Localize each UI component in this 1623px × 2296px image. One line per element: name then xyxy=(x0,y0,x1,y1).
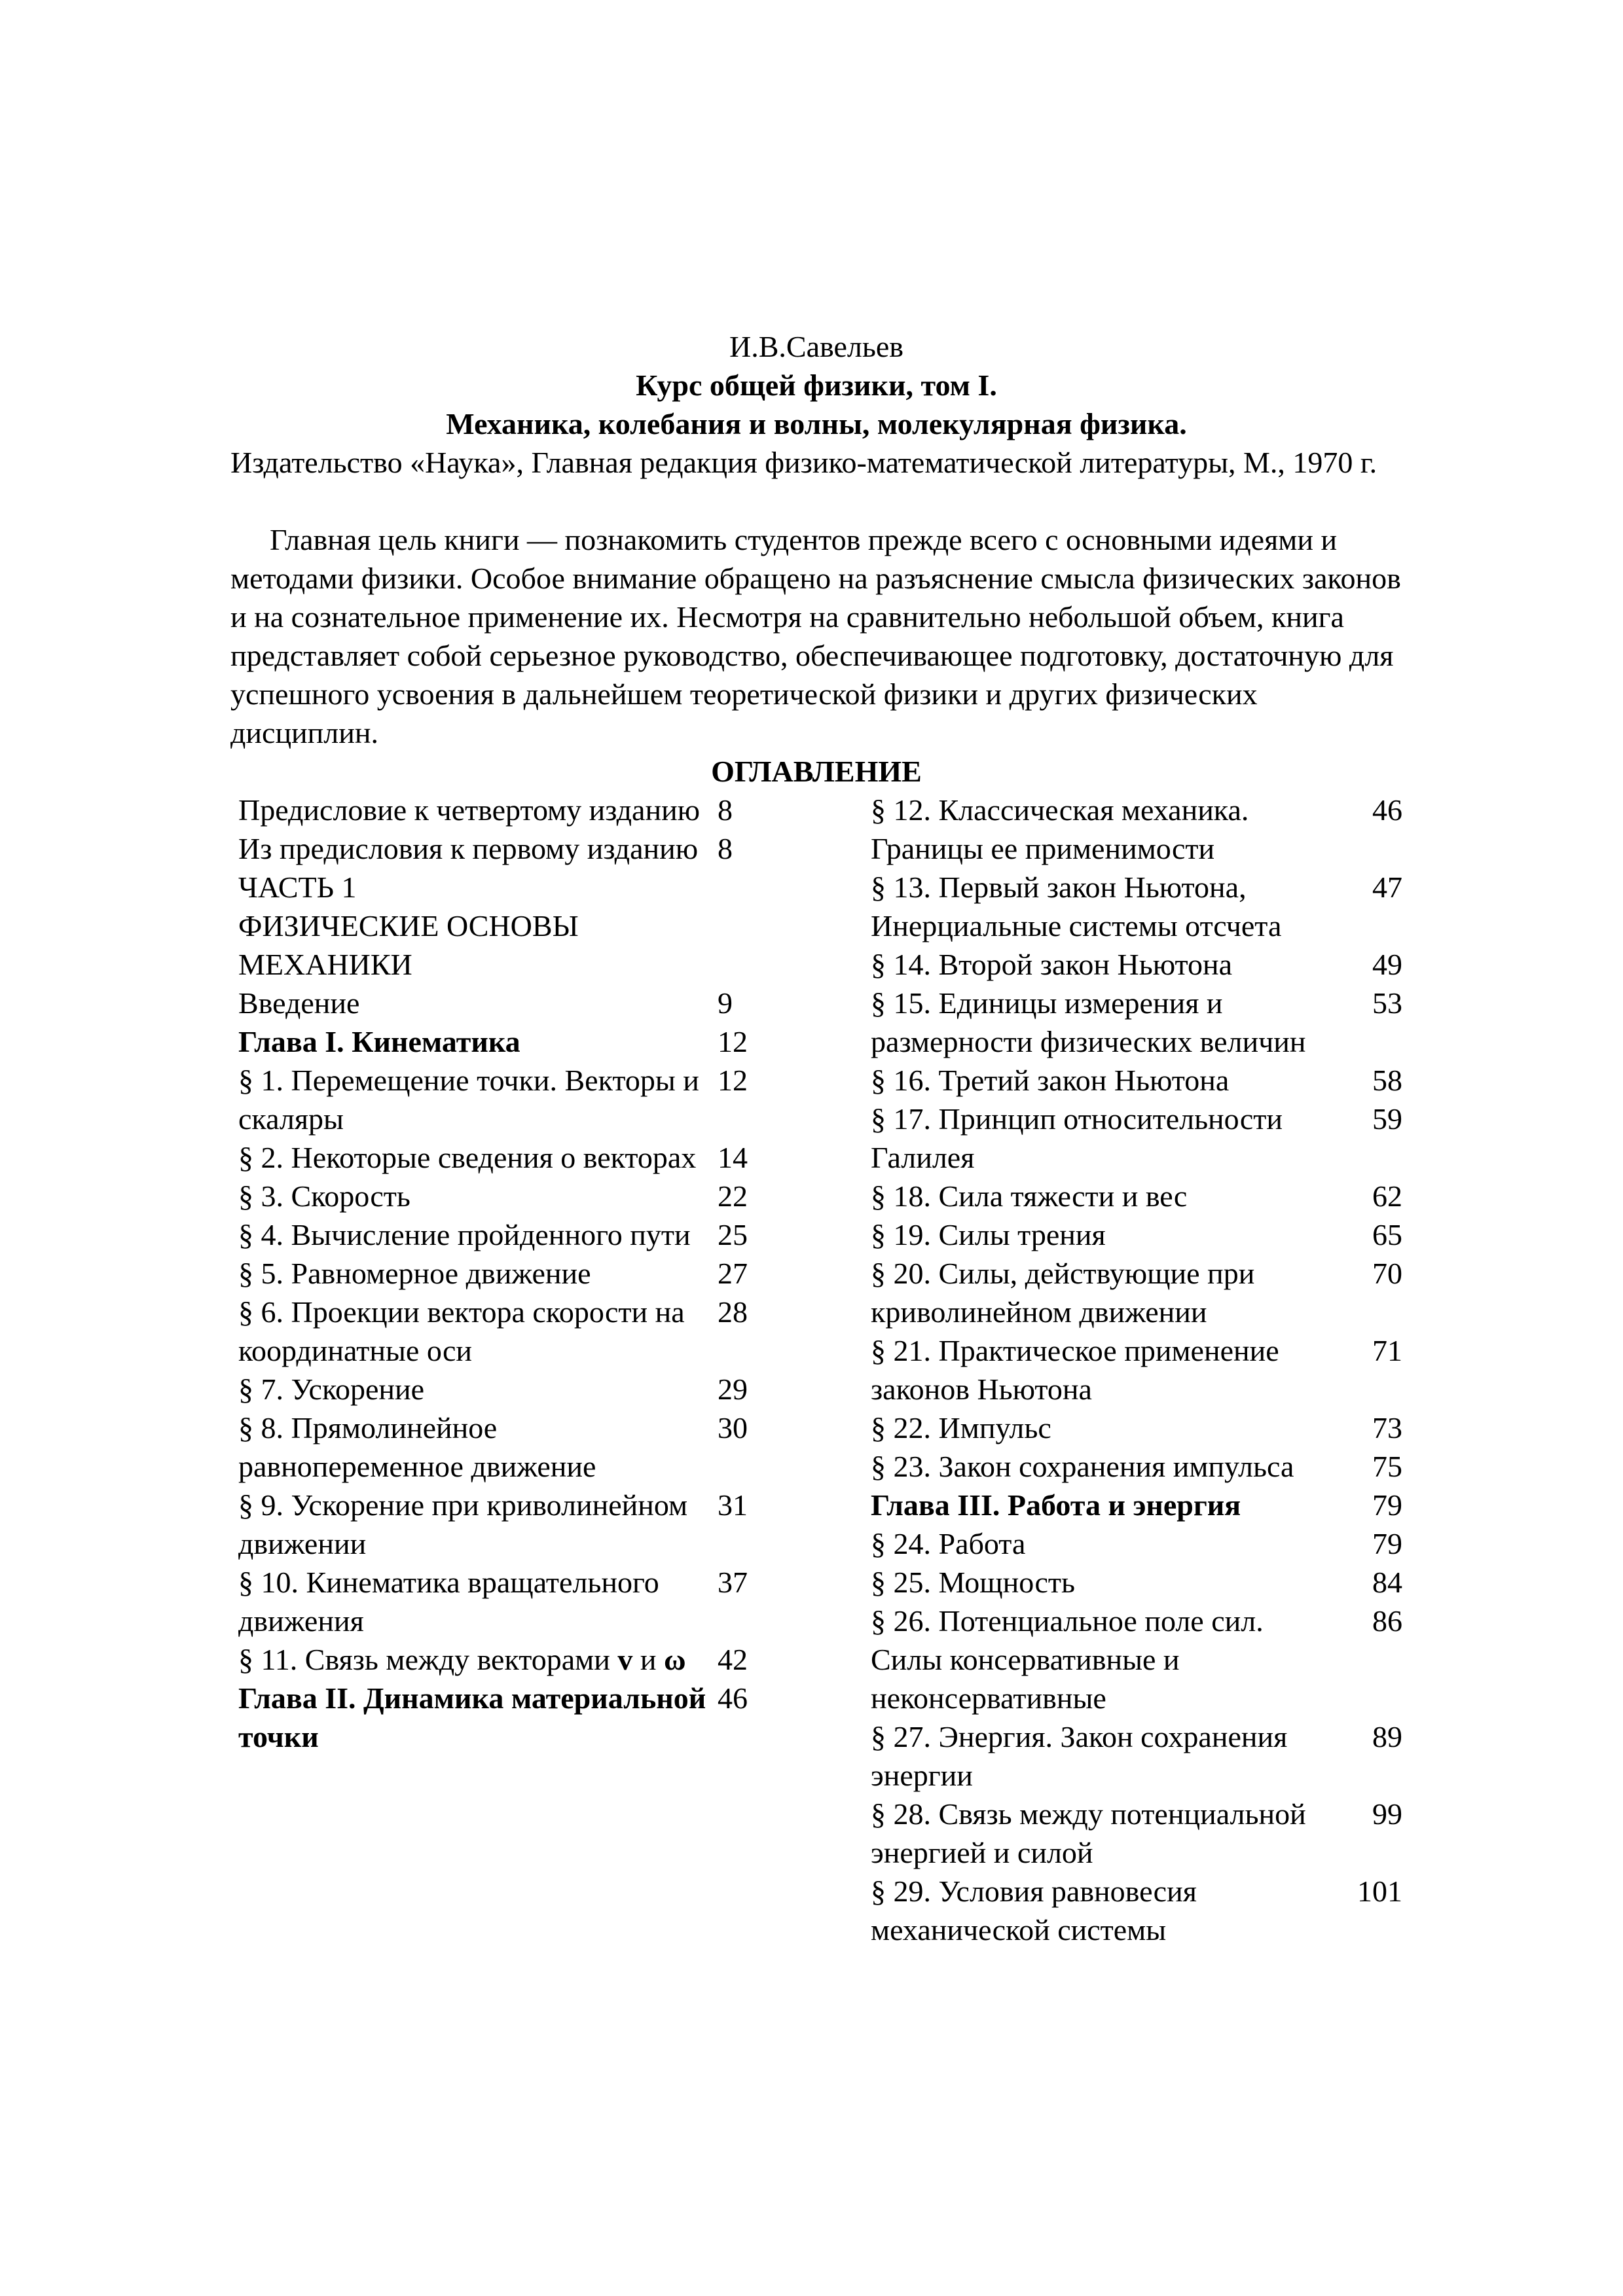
toc-entry-title: § 20. Силы, действующие при криволинейном движении xyxy=(871,1257,1255,1329)
toc-entry xyxy=(238,791,788,829)
toc-chapter xyxy=(238,1022,788,1061)
toc-entry-page: 12 xyxy=(718,1064,748,1097)
book-abstract: Главная цель книги — познакомить студентов прежде всего с основными идеями и методами физики. Особое внимание обращено на разъяснение смысла физических законов и на сознательное применение их. Несмотря на сравнительно небольшой объем, книга представляет собой серьезное руководство, обеспечивающее подготовку, достаточную для успешного усвоения в дальнейшем теоретической физики и других физических дисциплин. xyxy=(230,523,1401,749)
toc-entry-title: § 6. Проекции вектора скорости на координатные оси xyxy=(238,1295,685,1367)
toc-entry-title-conjunction: и xyxy=(632,1643,664,1676)
toc-entry-page: 12 xyxy=(718,1025,748,1058)
toc-entry-title: § 4. Вычисление пройденного пути xyxy=(238,1218,691,1251)
toc-entry-title: § 23. Закон сохранения импульса xyxy=(871,1450,1294,1483)
toc-entry-title: § 13. Первый закон Ньютона, Инерциальные системы отсчета xyxy=(871,870,1282,942)
toc-entry xyxy=(238,1640,788,1679)
toc-entry xyxy=(871,984,1402,1061)
toc-entry-title: § 28. Связь между потенциальной энергией и силой xyxy=(871,1797,1306,1869)
toc-entry-title: § 5. Равномерное движение xyxy=(238,1257,591,1290)
toc-entry-page: 42 xyxy=(718,1643,748,1676)
toc-entry-title: § 10. Кинематика вращательного движения xyxy=(238,1566,659,1638)
toc-entry-page: 25 xyxy=(718,1218,748,1251)
toc-entry-page: 46 xyxy=(718,1681,748,1715)
toc-entry-title: § 1. Перемещение точки. Векторы и скаляры xyxy=(238,1064,699,1136)
toc-entry xyxy=(871,1100,1402,1177)
toc-heading: ОГЛАВЛЕНИЕ xyxy=(711,755,922,788)
toc-entry-page: 65 xyxy=(1372,1218,1402,1251)
toc-entry-page: 62 xyxy=(1372,1179,1402,1213)
toc-entry-page: 28 xyxy=(718,1295,748,1329)
toc-entry-page: 46 xyxy=(1372,793,1402,827)
toc-entry xyxy=(238,1563,788,1640)
toc-entry-title: § 21. Практическое применение законов Ньютона xyxy=(871,1334,1279,1406)
toc-chapter xyxy=(871,1486,1402,1524)
toc-entry xyxy=(871,1254,1402,1331)
toc-entry-page: 86 xyxy=(1372,1604,1402,1638)
toc-entry xyxy=(238,1215,788,1254)
toc-entry-title: Глава II. Динамика материальной точки xyxy=(238,1681,706,1753)
toc-entry-title: ЧАСТЬ 1 xyxy=(238,870,357,904)
toc-entry-title: § 16. Третий закон Ньютона xyxy=(871,1064,1230,1097)
toc-entry xyxy=(238,1138,788,1177)
toc-entry-title: ФИЗИЧЕСКИЕ ОСНОВЫ МЕХАНИКИ xyxy=(238,909,579,981)
toc-entry-title: § 14. Второй закон Ньютона xyxy=(871,948,1232,981)
toc-entry-page: 75 xyxy=(1372,1450,1402,1483)
book-author: И.В.Савельев xyxy=(729,330,903,363)
toc-entry xyxy=(871,945,1402,984)
toc-entry-title: § 26. Потенциальное поле сил. Силы консервативные и неконсервативные xyxy=(871,1604,1264,1715)
toc-entry-title: Предисловие к четвертому изданию xyxy=(238,793,701,827)
toc-entry-page: 27 xyxy=(718,1257,748,1290)
toc-entry xyxy=(871,1717,1402,1795)
toc-entry xyxy=(871,1795,1402,1872)
toc-entry-title-text: § 11. Связь между векторами xyxy=(238,1643,618,1676)
toc-entry-title: § 7. Ускорение xyxy=(238,1372,425,1406)
book-title: Курс общей физики, том I. xyxy=(636,368,997,402)
toc-part-number xyxy=(238,868,788,906)
toc-entry-page: 8 xyxy=(718,832,733,865)
toc-entry-page: 37 xyxy=(718,1566,748,1599)
toc-entry-page: 47 xyxy=(1372,870,1402,904)
toc-entry-page: 49 xyxy=(1372,948,1402,981)
toc-entry-page: 30 xyxy=(718,1411,748,1444)
toc-entry-title: § 18. Сила тяжести и вес xyxy=(871,1179,1188,1213)
toc-entry-title: § 12. Классическая механика. Границы ее применимости xyxy=(871,793,1249,865)
toc-entry-title: § 24. Работа xyxy=(871,1527,1026,1560)
toc-entry-page: 31 xyxy=(718,1488,748,1522)
toc-entry-page: 58 xyxy=(1372,1064,1402,1097)
toc-entry xyxy=(238,1293,788,1370)
toc-entry-title: § 9. Ускорение при криволинейном движении xyxy=(238,1488,688,1560)
toc-entry-page: 59 xyxy=(1372,1102,1402,1136)
toc-part-title xyxy=(238,906,788,984)
toc-right-column xyxy=(871,791,1402,1949)
toc-entry xyxy=(871,1331,1402,1408)
toc-entry xyxy=(238,1061,788,1138)
toc-entry-page: 73 xyxy=(1372,1411,1402,1444)
toc-entry xyxy=(238,1177,788,1215)
toc-entry-page: 53 xyxy=(1372,986,1402,1020)
toc-entry-page: 14 xyxy=(718,1141,748,1174)
toc-entry-title: Из предисловия к первому изданию xyxy=(238,832,699,865)
toc-entry xyxy=(871,868,1402,945)
toc-entry xyxy=(238,829,788,868)
toc-entry-page: 8 xyxy=(718,793,733,827)
toc-entry-page: 99 xyxy=(1372,1797,1402,1831)
toc-entry-page: 89 xyxy=(1372,1720,1402,1753)
toc-entry-page: 70 xyxy=(1372,1257,1402,1290)
toc-entry-title: Глава III. Работа и энергия xyxy=(871,1488,1241,1522)
vector-v-symbol: v xyxy=(617,1643,633,1676)
toc-entry-title: § 29. Условия равновесия механической системы xyxy=(871,1874,1197,1946)
toc-entry-title: § 15. Единицы измерения и размерности физических величин xyxy=(871,986,1306,1058)
toc-entry-page: 79 xyxy=(1372,1488,1402,1522)
toc-entry xyxy=(871,1602,1402,1717)
toc-entry-page: 84 xyxy=(1372,1566,1402,1599)
toc-entry xyxy=(871,1563,1402,1602)
toc-entry-page: 71 xyxy=(1372,1334,1402,1367)
publisher-info: Издательство «Наука», Главная редакция физико-математической литературы, М., 1970 г. xyxy=(230,446,1377,479)
toc-entry xyxy=(871,1524,1402,1563)
toc-entry-title: § 25. Мощность xyxy=(871,1566,1075,1599)
vector-omega-symbol: ω xyxy=(663,1643,686,1676)
toc-entry xyxy=(871,1061,1402,1100)
toc-entry-page: 29 xyxy=(718,1372,748,1406)
toc-entry-title: § 27. Энергия. Закон сохранения энергии xyxy=(871,1720,1288,1792)
toc-entry-title: § 3. Скорость xyxy=(238,1179,410,1213)
toc-entry xyxy=(238,1408,788,1486)
toc-entry xyxy=(238,1370,788,1408)
toc-entry-page: 9 xyxy=(718,986,733,1020)
toc-entry-title: § 8. Прямолинейное равнопеременное движение xyxy=(238,1411,596,1483)
toc-entry xyxy=(238,1254,788,1293)
toc-left-column xyxy=(238,791,788,1756)
toc-entry xyxy=(238,1486,788,1563)
toc-chapter xyxy=(238,1679,788,1756)
toc-entry xyxy=(871,1408,1402,1447)
toc-entry xyxy=(871,1215,1402,1254)
toc-entry xyxy=(871,791,1402,868)
toc-entry xyxy=(871,1177,1402,1215)
toc-entry-title: § 19. Силы трения xyxy=(871,1218,1106,1251)
toc-entry-page: 22 xyxy=(718,1179,748,1213)
toc-entry-page: 79 xyxy=(1372,1527,1402,1560)
toc-entry-title: Глава I. Кинематика xyxy=(238,1025,520,1058)
toc-entry-title: Введение xyxy=(238,986,360,1020)
toc-entry xyxy=(871,1447,1402,1486)
book-subtitle: Механика, колебания и волны, молекулярная физика. xyxy=(446,407,1187,440)
toc-entry-title: § 2. Некоторые сведения о векторах xyxy=(238,1141,697,1174)
toc-entry xyxy=(238,984,788,1022)
toc-entry-title: § 17. Принцип относительности Галилея xyxy=(871,1102,1283,1174)
toc-entry-title xyxy=(238,1640,716,1679)
toc-entry xyxy=(871,1872,1402,1949)
toc-entry-title: § 22. Импульс xyxy=(871,1411,1051,1444)
toc-entry-page: 101 xyxy=(1357,1874,1402,1908)
